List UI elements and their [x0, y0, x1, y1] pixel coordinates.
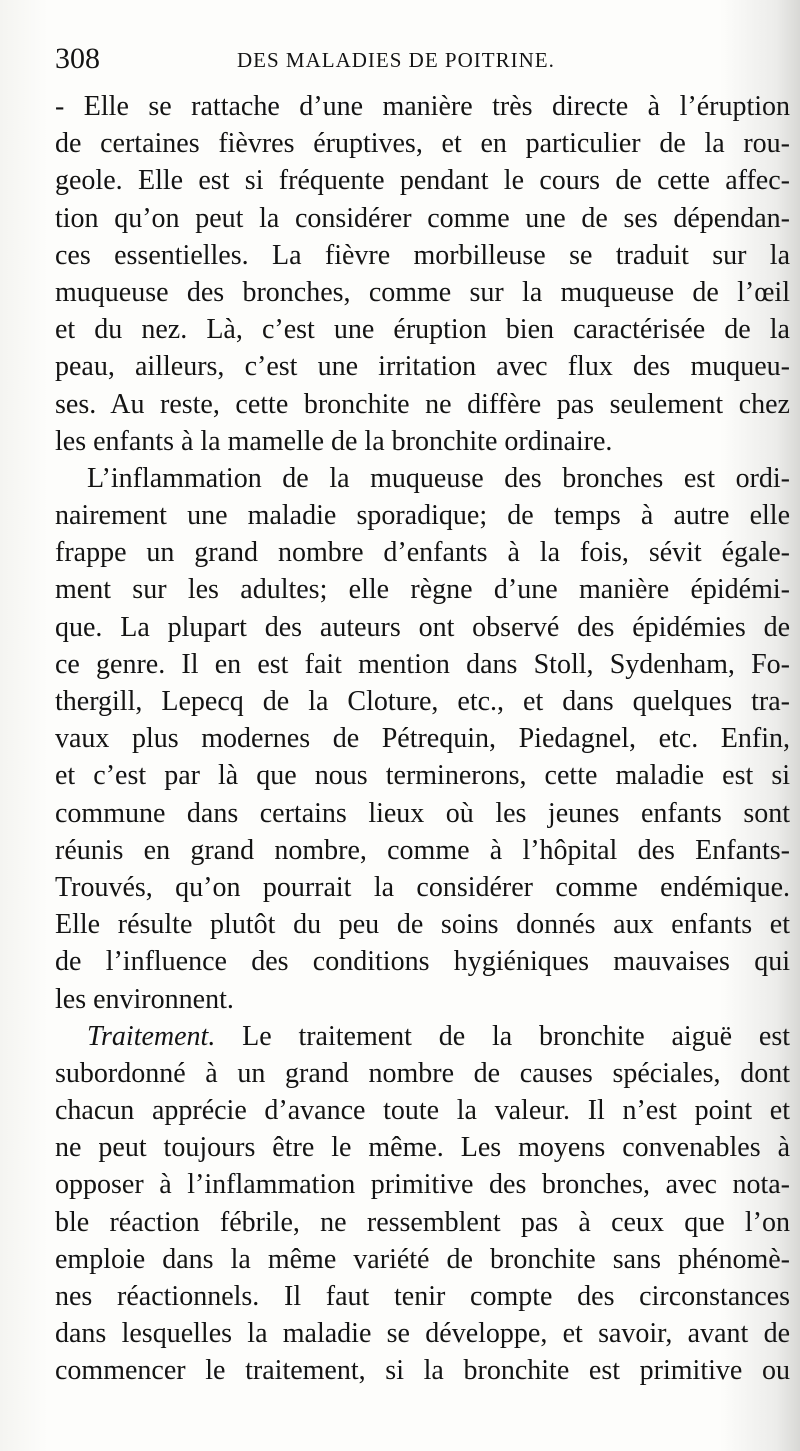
section-heading: Traitement. [87, 1020, 216, 1052]
page-header [55, 40, 755, 80]
page-number: 308 [55, 42, 100, 75]
text-line: - Elle se rattache d’une manière très directe à l’éruption [55, 91, 790, 122]
text-line: dans lesquelles la maladie se développe, et savoir, avant de [55, 1318, 790, 1350]
text-line: de l’influence des conditions hygiéniques mauvaises qui [55, 946, 790, 978]
text-line: nes réactionnels. Il faut tenir compte des circonstances [55, 1281, 790, 1312]
text-line: chacun apprécie d’avance toute la valeur. Il n’est point et [55, 1095, 790, 1127]
text-line: L’inflammation de la muqueuse des bronches est ordi- [87, 462, 790, 494]
text-line-rest: Le traitement de la bronchite aiguë est [242, 1020, 791, 1052]
text-line: et du nez. Là, c’est une éruption bien caractérisée de la [55, 314, 790, 346]
text-line: ne peut toujours être le même. Les moyens convenables à [55, 1132, 790, 1164]
text-line: ment sur les adultes; elle règne d’une manière épidémi- [55, 574, 790, 606]
text-line: thergill, Lepecq de la Cloture, etc., et dans quelques tra- [55, 686, 790, 717]
text-line: subordonné à un grand nombre de causes spéciales, dont [55, 1057, 790, 1089]
text-line: que. La plupart des auteurs ont observé des épidémies de [55, 611, 790, 643]
text-line: et c’est par là que nous terminerons, cette maladie est si [55, 760, 790, 792]
text-line: tion qu’on peut la considérer comme une de ses dépendan- [55, 202, 790, 234]
text-line: commune dans certains lieux où les jeunes enfants sont [55, 797, 790, 829]
text-line: commencer le traitement, si la bronchite est primitive ou [55, 1355, 790, 1387]
text-line: de certaines fièvres éruptives, et en particulier de la rou- [55, 128, 790, 160]
text-line: opposer à l’inflammation primitive des bronches, avec nota- [55, 1169, 790, 1201]
body-text [55, 88, 790, 1390]
text-line: réunis en grand nombre, comme à l’hôpital des Enfants- [55, 834, 790, 866]
text-line: ses. Au reste, cette bronchite ne diffère pas seulement chez [55, 388, 790, 420]
text-line-with-heading [55, 1018, 790, 1055]
text-line: ble réaction fébrile, ne ressemblent pas à ceux que l’on [55, 1206, 790, 1238]
text-line: ce genre. Il en est fait mention dans Stoll, Sydenham, Fo- [55, 648, 790, 680]
text-line: les environnent. [55, 983, 234, 1015]
text-line: ces essentielles. La fièvre morbilleuse se traduit sur la [55, 239, 790, 271]
text-line: vaux plus modernes de Pétrequin, Piedagnel, etc. Enfin, [55, 723, 790, 755]
text-line: muqueuse des bronches, comme sur la muqueuse de l’œil [55, 276, 790, 308]
running-head: DES MALADIES DE POITRINE. [237, 48, 555, 72]
text-line: geole. Elle est si fréquente pendant le cours de cette affec- [55, 165, 790, 197]
text-line: peau, ailleurs, c’est une irritation avec flux des muqueu- [55, 351, 790, 383]
text-line: emploie dans la même variété de bronchite sans phénomè- [55, 1243, 790, 1275]
text-line: Elle résulte plutôt du peu de soins donnés aux enfants et [55, 909, 790, 941]
text-line: nairement une maladie sporadique; de temps à autre elle [55, 500, 790, 532]
text-line: les enfants à la mamelle de la bronchite ordinaire. [55, 425, 613, 457]
text-line: frappe un grand nombre d’enfants à la fois, sévit égale- [55, 537, 790, 569]
text-line: Trouvés, qu’on pourrait la considérer comme endémique. [55, 871, 790, 903]
